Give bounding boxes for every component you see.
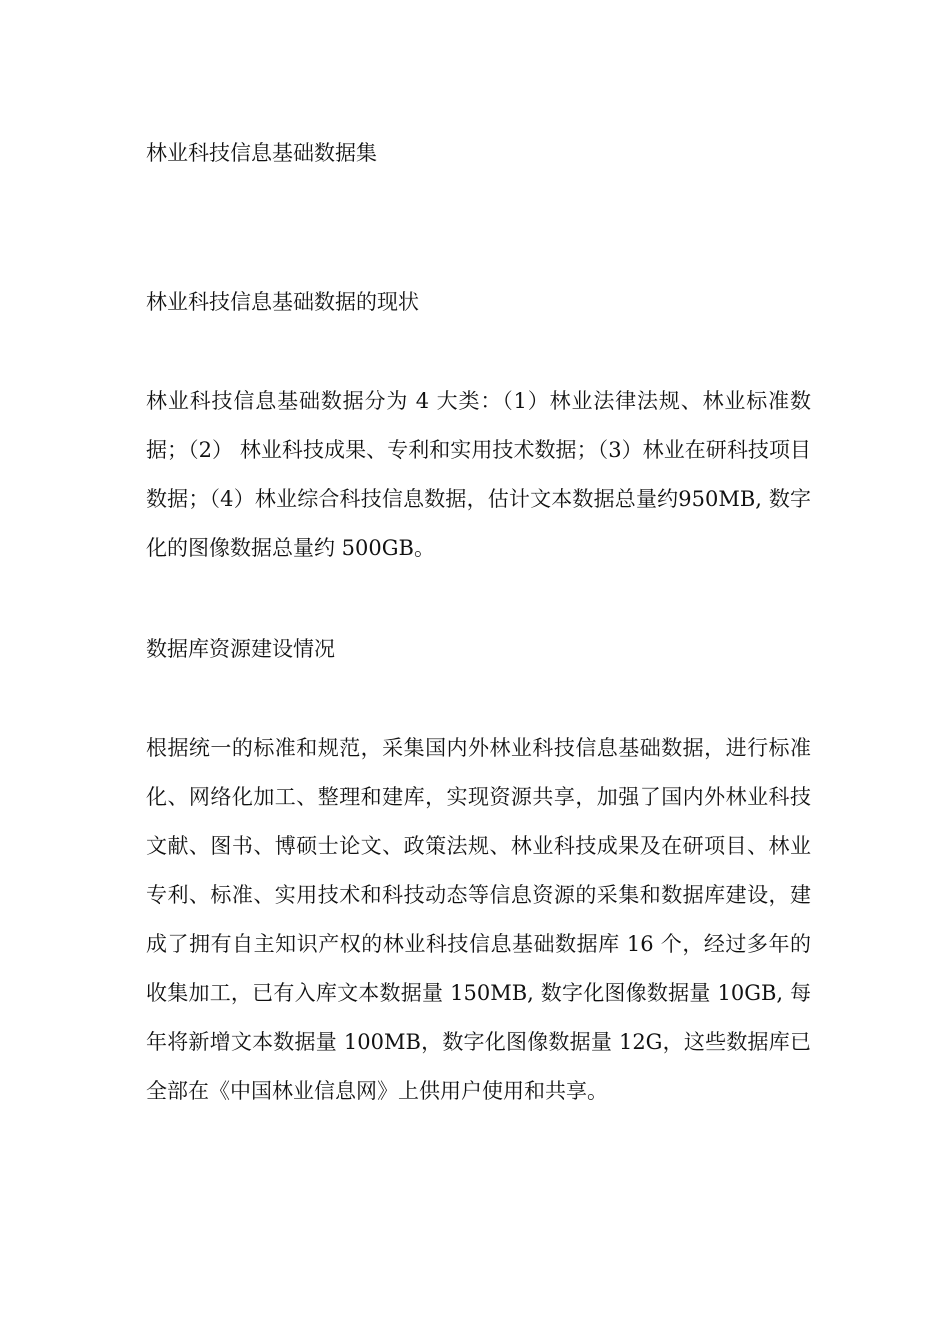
section-heading-database: 数据库资源建设情况: [146, 637, 335, 661]
document-title: 林业科技信息基础数据集: [146, 141, 377, 165]
section-body-status: 林业科技信息基础数据分为 4 大类：（1）林业法律法规、林业标准数据；（2） 林业科技成果、专利和实用技术数据；（3）林业在研科技项目数据；（4）林业综合科技信息数据，估计文本数据总量约950MB, 数字化的图像数据总量约 500GB。: [146, 389, 811, 560]
section-body-database: 根据统一的标准和规范，采集国内外林业科技信息基础数据，进行标准化、网络化加工、整理和建库，实现资源共享，加强了国内外林业科技文献、图书、博硕士论文、政策法规、林业科技成果及在研项目、林业专利、标准、实用技术和科技动态等信息资源的采集和数据库建设，建成了拥有自主知识产权的林业科技信息基础数据库 16 个，经过多年的收集加工，已有入库文本数据量 150MB, 数字化图像数据量 10GB, 每年将新增文本数据量 100MB，数字化图像数据量 12G，这些数据库已全部在《中国林业信息网》上供用户使用和共享。: [146, 736, 811, 1103]
section-heading-status: 林业科技信息基础数据的现状: [146, 290, 419, 314]
